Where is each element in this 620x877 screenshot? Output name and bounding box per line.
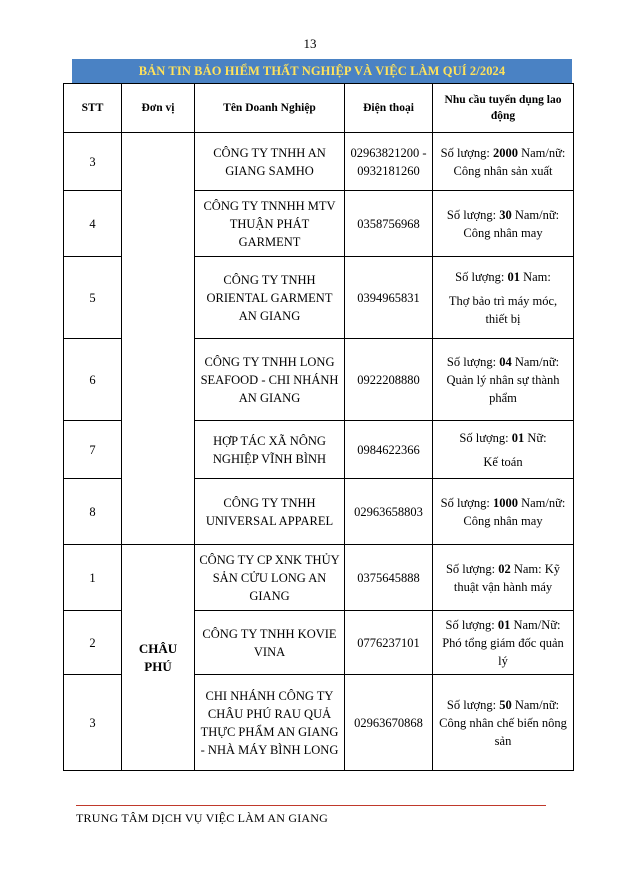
cell-stt: 3: [64, 675, 122, 771]
cell-stt: 4: [64, 191, 122, 257]
cell-stt: 2: [64, 611, 122, 675]
header-stt: STT: [64, 84, 122, 133]
job-demand-table: [63, 83, 574, 771]
cell-company: CÔNG TY TNHH AN GIANG SAMHO: [195, 133, 345, 191]
cell-phone: 0922208880: [345, 339, 433, 421]
need-description: Nữ:: [524, 430, 547, 445]
cell-phone: 02963658803: [345, 479, 433, 545]
cell-need: [433, 257, 574, 339]
cell-need: [433, 611, 574, 675]
cell-phone: 0394965831: [345, 257, 433, 339]
need-prefix: Số lượng:: [446, 354, 500, 369]
footer-text: TRUNG TÂM DỊCH VỤ VIỆC LÀM AN GIANG: [76, 811, 329, 825]
need-description-line2: Kế toán: [483, 454, 523, 469]
cell-stt: 1: [64, 545, 122, 611]
cell-need: [433, 421, 574, 479]
need-quantity: 30: [499, 207, 512, 222]
need-prefix: Số lượng:: [446, 207, 500, 222]
need-quantity: 01: [511, 430, 525, 445]
need-description: Nam/Nữ: Phó tổng giám đốc quản lý: [442, 617, 564, 668]
need-prefix: Số lượng:: [455, 269, 508, 284]
need-description: Nam/nữ: Quản lý nhân sự thành phẩm: [446, 354, 560, 405]
cell-company: CÔNG TY TNHH KOVIE VINA: [195, 611, 345, 675]
cell-phone: 02963821200 - 0932181260: [345, 133, 433, 191]
need-quantity: 01: [507, 269, 520, 284]
cell-phone: 02963670868: [345, 675, 433, 771]
cell-company: HỢP TÁC XÃ NÔNG NGHIỆP VĨNH BÌNH: [195, 421, 345, 479]
cell-unit: CHÂU PHÚ: [122, 545, 195, 771]
need-quantity: 50: [499, 697, 512, 712]
cell-phone: 0375645888: [345, 545, 433, 611]
table-row: [64, 133, 574, 191]
cell-need: [433, 133, 574, 191]
need-quantity: 2000: [492, 145, 518, 160]
cell-need: [433, 479, 574, 545]
header-need: Nhu cầu tuyển dụng lao động: [433, 84, 574, 133]
need-description: Nam/nữ: Công nhân sản xuất: [453, 145, 566, 178]
need-quantity: 1000: [492, 495, 518, 510]
need-prefix: Số lượng:: [445, 617, 498, 632]
need-prefix: Số lượng:: [440, 495, 493, 510]
need-quantity: 02: [498, 561, 511, 576]
footer-rule: [76, 805, 546, 806]
table-body: [64, 133, 574, 771]
need-description: Nam:: [519, 269, 551, 284]
need-prefix: Số lượng:: [446, 697, 500, 712]
cell-company: CHI NHÁNH CÔNG TY CHÂU PHÚ RAU QUẢ THỰC PHẨM AN GIANG - NHÀ MÁY BÌNH LONG: [195, 675, 345, 771]
table-header-row: [64, 84, 574, 133]
cell-company: CÔNG TY TNHH ORIENTAL GARMENT AN GIANG: [195, 257, 345, 339]
cell-company: CÔNG TY TNHH LONG SEAFOOD - CHI NHÁNH AN GIANG: [195, 339, 345, 421]
cell-stt: 3: [64, 133, 122, 191]
need-description-line2: Thợ bảo trì máy móc, thiết bị: [448, 293, 558, 326]
table-row: [64, 545, 574, 611]
cell-phone: 0776237101: [345, 611, 433, 675]
need-quantity: 01: [497, 617, 511, 632]
need-description: Nam/nữ: Công nhân may: [463, 495, 566, 528]
page-number: 13: [303, 36, 317, 51]
header-phone: Điện thoại: [345, 84, 433, 133]
cell-stt: 6: [64, 339, 122, 421]
cell-company: CÔNG TY TNNHH MTV THUẬN PHÁT GARMENT: [195, 191, 345, 257]
cell-phone: 0358756968: [345, 191, 433, 257]
cell-stt: 5: [64, 257, 122, 339]
need-prefix: Số lượng:: [445, 561, 499, 576]
cell-need: [433, 545, 574, 611]
need-description: Nam/nữ: Công nhân may: [463, 207, 560, 240]
need-prefix: Số lượng:: [459, 430, 512, 445]
need-description: Nam/nữ: Công nhân chế biến nông sản: [439, 697, 567, 748]
cell-need: [433, 675, 574, 771]
need-quantity: 04: [499, 354, 512, 369]
cell-stt: 8: [64, 479, 122, 545]
header-unit: Đơn vị: [122, 84, 195, 133]
cell-company: CÔNG TY CP XNK THỦY SẢN CỬU LONG AN GIANG: [195, 545, 345, 611]
cell-company: CÔNG TY TNHH UNIVERSAL APPAREL: [195, 479, 345, 545]
banner-title: BẢN TIN BẢO HIỂM THẤT NGHIỆP VÀ VIỆC LÀM QUÍ 2/2024: [72, 59, 572, 84]
cell-need: [433, 191, 574, 257]
need-description: Nam: Kỹ thuật vận hành máy: [453, 561, 561, 594]
cell-phone: 0984622366: [345, 421, 433, 479]
cell-stt: 7: [64, 421, 122, 479]
header-company: Tên Doanh Nghiệp: [195, 84, 345, 133]
cell-need: [433, 339, 574, 421]
cell-unit: [122, 133, 195, 545]
need-prefix: Số lượng:: [440, 145, 493, 160]
